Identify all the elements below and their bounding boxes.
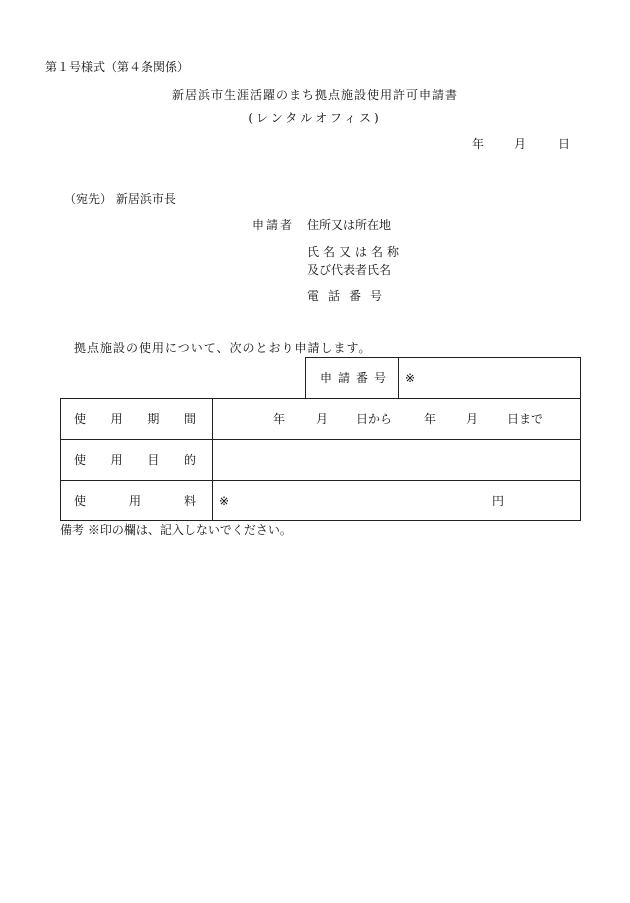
- date-month-label: 月: [514, 137, 527, 151]
- application-date: [472, 137, 570, 151]
- table-top-rule-number: [305, 357, 580, 358]
- phone-label: 電話番号: [307, 289, 392, 303]
- period-label: 使 用 期 間: [74, 412, 196, 426]
- table-bottom-rule: [60, 520, 580, 521]
- notes: 備考 ※印の欄は、記入しないでください。: [60, 523, 292, 537]
- application-number-mark: ※: [405, 371, 416, 385]
- period-from-day: 日から: [356, 412, 393, 426]
- applicant-label: 申請者: [252, 218, 295, 232]
- application-number-label: 申 請 番 号: [320, 371, 386, 385]
- representative-label: 及び代表者氏名: [307, 263, 392, 277]
- addressee: （宛先） 新居浜市長: [64, 192, 176, 206]
- period-from-month: 月: [316, 412, 329, 426]
- intro-statement: 拠点施設の使用について、次のとおり申請します。: [74, 341, 372, 355]
- number-divider-rule: [398, 357, 399, 398]
- period-to-day: 日まで: [507, 412, 544, 426]
- date-day-label: 日: [558, 137, 571, 151]
- number-left-rule: [305, 357, 306, 398]
- table-right-rule: [580, 357, 581, 521]
- table-rule-3: [60, 480, 580, 481]
- table-left-rule: [60, 398, 61, 521]
- document-subtitle: (レンタルオフィス): [248, 111, 382, 125]
- purpose-label: 使 用 目 的: [74, 453, 196, 467]
- label-divider-rule: [212, 398, 213, 521]
- document-title: 新居浜市生涯活躍のまち拠点施設使用許可申請書: [171, 88, 458, 102]
- fee-unit: 円: [492, 494, 505, 508]
- table-rule-2: [60, 439, 580, 440]
- period-from-year: 年: [273, 412, 286, 426]
- address-label: 住所又は所在地: [307, 218, 392, 232]
- fee-mark: ※: [219, 494, 230, 508]
- period-to-year: 年: [424, 412, 437, 426]
- form-number: 第１号様式（第４条関係）: [45, 60, 190, 74]
- fee-label: 使 用 料: [74, 494, 196, 508]
- period-to-month: 月: [466, 412, 479, 426]
- date-year-label: 年: [472, 137, 485, 151]
- table-rule-1: [60, 398, 580, 399]
- name-label: 氏名又は名称: [307, 245, 404, 259]
